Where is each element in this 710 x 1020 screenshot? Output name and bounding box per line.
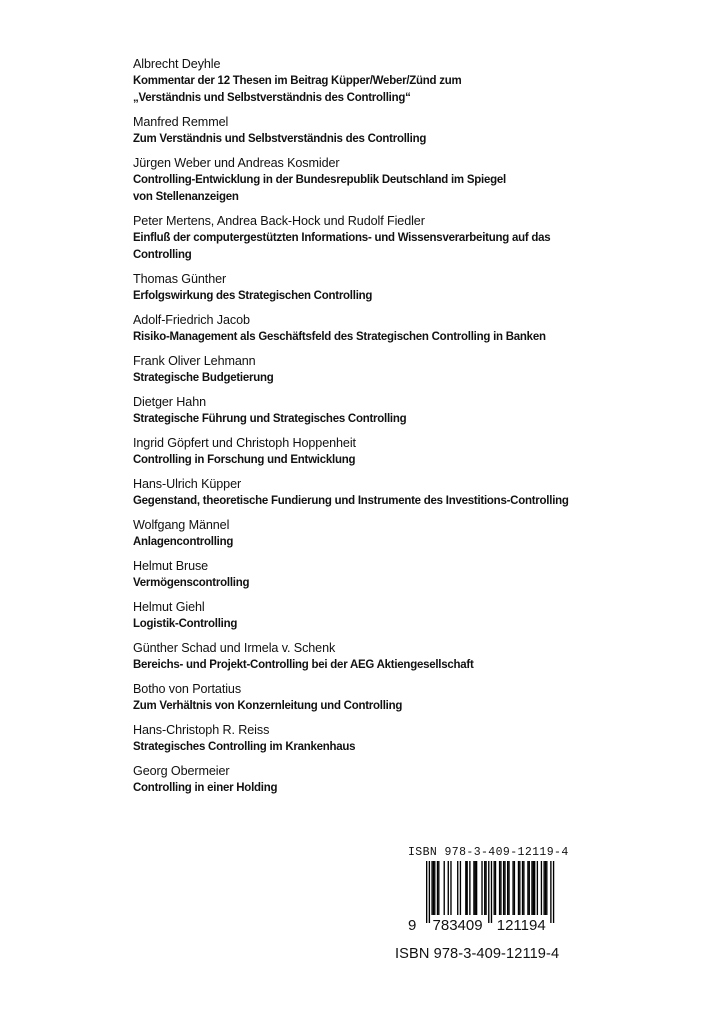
barcode-digits-left: 783409 bbox=[432, 917, 483, 934]
contents-entry bbox=[133, 558, 673, 591]
entry-author: Thomas Günther bbox=[133, 272, 227, 286]
entry-title-line: Einfluß der computergestützten Informations- und Wissensverarbeitung auf das bbox=[133, 230, 551, 245]
barcode-bar bbox=[537, 861, 538, 915]
entry-author: Peter Mertens, Andrea Back-Hock und Rudolf Fiedler bbox=[133, 214, 425, 228]
barcode-bar bbox=[448, 861, 449, 915]
barcode-bar bbox=[495, 861, 496, 915]
barcode-bar bbox=[484, 861, 485, 915]
entry-title-line: Gegenstand, theoretische Fundierung und Instrumente des Investitions-Controlling bbox=[133, 493, 569, 508]
entry-author: Ingrid Göpfert und Christoph Hoppenheit bbox=[133, 436, 356, 450]
barcode-bar bbox=[500, 861, 501, 915]
barcode-bar bbox=[527, 861, 528, 915]
contents-entry bbox=[133, 114, 673, 147]
entry-author: Manfred Remmel bbox=[133, 115, 229, 129]
entry-title-line: „Verständnis und Selbstverständnis des Controlling“ bbox=[133, 90, 411, 105]
barcode-bar bbox=[431, 861, 432, 915]
barcode-bar bbox=[434, 861, 435, 915]
barcode-bar bbox=[438, 861, 439, 915]
entry-title-line: Anlagencontrolling bbox=[133, 534, 234, 549]
barcode-bar bbox=[433, 861, 434, 915]
contents-entry bbox=[133, 517, 673, 550]
barcode-bar bbox=[545, 861, 546, 915]
barcode-bar bbox=[476, 861, 477, 915]
barcode-bar bbox=[475, 861, 476, 915]
entry-author: Helmut Bruse bbox=[133, 559, 209, 573]
contents-entry bbox=[133, 155, 673, 205]
entry-title-line: Strategische Führung und Strategisches Controlling bbox=[133, 411, 407, 426]
contents-entry bbox=[133, 213, 673, 263]
contents-entry bbox=[133, 435, 673, 468]
barcode-bar bbox=[494, 861, 495, 915]
barcode-bar bbox=[485, 861, 486, 915]
barcode-bar bbox=[546, 861, 547, 915]
entry-author: Günther Schad und Irmela v. Schenk bbox=[133, 641, 336, 655]
entry-title-line: Strategisches Controlling im Krankenhaus bbox=[133, 739, 356, 754]
barcode-bar bbox=[531, 861, 532, 915]
barcode-bar bbox=[437, 861, 438, 915]
barcode-bar bbox=[507, 861, 508, 915]
entry-author: Dietger Hahn bbox=[133, 395, 207, 409]
entry-author: Jürgen Weber und Andreas Kosmider bbox=[133, 156, 340, 170]
barcode-bar bbox=[429, 861, 430, 923]
barcode-bar bbox=[467, 861, 468, 915]
entry-author: Helmut Giehl bbox=[133, 600, 205, 614]
barcode-bar bbox=[469, 861, 470, 915]
barcode-bar bbox=[512, 861, 513, 915]
barcode-bar bbox=[426, 861, 427, 923]
barcode-digits bbox=[408, 917, 546, 934]
barcode-bar bbox=[508, 861, 509, 915]
entry-title-line: Vermögenscontrolling bbox=[133, 575, 250, 590]
contents-entry bbox=[133, 312, 673, 345]
entry-title-line: Kommentar der 12 Thesen im Beitrag Küpper/Weber/Zünd zum bbox=[133, 73, 462, 88]
entry-title-line: Zum Verhältnis von Konzernleitung und Controlling bbox=[133, 698, 403, 713]
barcode-bar bbox=[491, 861, 492, 923]
barcode-bar bbox=[534, 861, 535, 915]
entry-author: Hans-Christoph R. Reiss bbox=[133, 723, 270, 737]
barcode-bar bbox=[543, 861, 544, 915]
contents-entry bbox=[133, 599, 673, 632]
contents-entry bbox=[133, 640, 673, 673]
barcode-bar bbox=[518, 861, 519, 915]
contents-entry bbox=[133, 722, 673, 755]
isbn-label: ISBN 978-3-409-12119-4 bbox=[395, 946, 560, 962]
entry-title-line: Controlling in Forschung und Entwicklung bbox=[133, 452, 356, 467]
contents-entry bbox=[133, 394, 673, 427]
barcode-bar bbox=[533, 861, 534, 915]
barcode-bar bbox=[550, 861, 551, 923]
barcode-digits-right: 121194 bbox=[496, 917, 546, 934]
entry-title-line: von Stellenanzeigen bbox=[133, 189, 239, 204]
contents-entry bbox=[133, 353, 673, 386]
entry-title-line: Risiko-Management als Geschäftsfeld des Strategischen Controlling in Banken bbox=[133, 329, 546, 344]
entry-author: Hans-Ulrich Küpper bbox=[133, 477, 242, 491]
entry-title-line: Logistik-Controlling bbox=[133, 616, 238, 631]
entry-author: Wolfgang Männel bbox=[133, 518, 230, 532]
barcode-bar bbox=[519, 861, 520, 915]
entry-author: Albrecht Deyhle bbox=[133, 57, 221, 71]
entry-title-line: Erfolgswirkung des Strategischen Controlling bbox=[133, 288, 373, 303]
contents-entry bbox=[133, 681, 673, 714]
barcode-bar bbox=[499, 861, 500, 915]
barcode-bar bbox=[481, 861, 482, 915]
contents-entry bbox=[133, 271, 673, 304]
entry-title-line: Controlling in einer Holding bbox=[133, 780, 278, 795]
barcode-bar bbox=[444, 861, 445, 915]
entry-title-line: Controlling-Entwicklung in der Bundesrepublik Deutschland im Spiegel bbox=[133, 172, 506, 187]
barcode-bar bbox=[553, 861, 554, 923]
contents-entry bbox=[133, 763, 673, 796]
barcode-digit-first: 9 bbox=[408, 917, 417, 934]
barcode-bar bbox=[522, 861, 523, 915]
barcode-bar bbox=[503, 861, 504, 915]
entry-author: Adolf-Friedrich Jacob bbox=[133, 313, 250, 327]
contents-list bbox=[133, 56, 673, 804]
contents-entry bbox=[133, 56, 673, 106]
entry-title-line: Bereichs- und Projekt-Controlling bei der AEG Aktiengesellschaft bbox=[133, 657, 474, 672]
entry-author: Frank Oliver Lehmann bbox=[133, 354, 256, 368]
entry-author: Botho von Portatius bbox=[133, 682, 242, 696]
entry-author: Georg Obermeier bbox=[133, 764, 230, 778]
barcode-bar bbox=[541, 861, 542, 915]
entry-title-line: Strategische Budgetierung bbox=[133, 370, 274, 385]
barcode-bar bbox=[450, 861, 451, 915]
barcode-bar bbox=[529, 861, 530, 915]
barcode-isbn-text: ISBN 978-3-409-12119-4 bbox=[408, 846, 569, 859]
barcode-bar bbox=[514, 861, 515, 915]
barcode-bar bbox=[473, 861, 474, 915]
barcode-bar bbox=[488, 861, 489, 923]
contents-entry bbox=[133, 476, 673, 509]
barcode-bar bbox=[523, 861, 524, 915]
barcode-bar bbox=[460, 861, 461, 915]
barcode-bar bbox=[457, 861, 458, 915]
barcode-icon bbox=[426, 861, 562, 923]
barcode-block bbox=[408, 846, 578, 934]
entry-title-line: Zum Verständnis und Selbstverständnis des Controlling bbox=[133, 131, 427, 146]
barcode-bar bbox=[465, 861, 466, 915]
barcode-bar bbox=[504, 861, 505, 915]
entry-title-line: Controlling bbox=[133, 247, 192, 262]
